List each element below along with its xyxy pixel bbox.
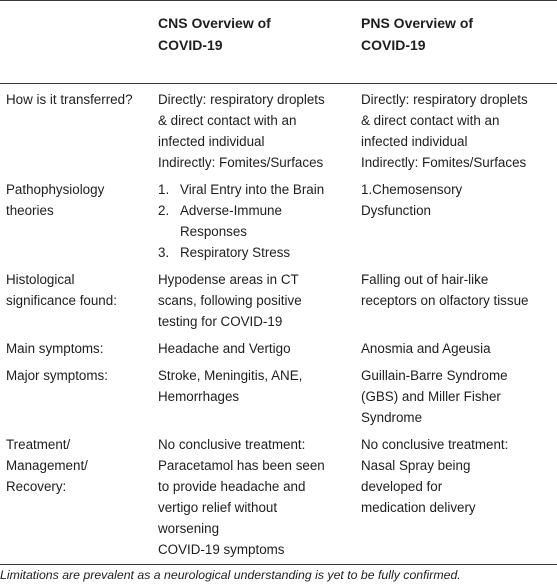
cell-line: Respiratory Stress bbox=[180, 245, 291, 260]
row-label-cell bbox=[0, 265, 152, 334]
row-label: Main symptoms: bbox=[6, 341, 104, 356]
list-item bbox=[158, 242, 349, 263]
cell-line: Viral Entry into the Brain bbox=[180, 182, 325, 197]
row-label: theories bbox=[6, 203, 54, 218]
cell-line: Directly: respiratory droplets bbox=[361, 92, 528, 107]
table-row bbox=[0, 84, 557, 176]
row-label: Histological bbox=[6, 272, 75, 287]
cell-line: 1.Chemosensory bbox=[361, 182, 463, 197]
cns-cell bbox=[152, 84, 355, 176]
row-label: Major symptoms: bbox=[6, 368, 108, 383]
cns-cell bbox=[152, 430, 355, 565]
header-row bbox=[0, 1, 557, 84]
header-cns bbox=[152, 1, 355, 84]
cell-line: Guillain-Barre Syndrome bbox=[361, 368, 508, 383]
pns-cell bbox=[355, 430, 557, 565]
cell-line: Headache and Vertigo bbox=[158, 341, 291, 356]
cns-cell bbox=[152, 175, 355, 265]
row-label: Recovery: bbox=[6, 479, 67, 494]
cell-line: No conclusive treatment: bbox=[158, 437, 306, 452]
cell-line: scans, following positive bbox=[158, 293, 302, 308]
cell-line: developed for bbox=[361, 479, 443, 494]
cell-line: Stroke, Meningitis, ANE, bbox=[158, 368, 303, 383]
header-empty bbox=[0, 1, 152, 84]
row-label-cell bbox=[0, 430, 152, 565]
table-row bbox=[0, 430, 557, 565]
cns-cell bbox=[152, 265, 355, 334]
table-row bbox=[0, 334, 557, 361]
list-item bbox=[158, 179, 349, 200]
cell-line: No conclusive treatment: bbox=[361, 437, 509, 452]
row-label-cell bbox=[0, 175, 152, 265]
table-row bbox=[0, 175, 557, 265]
cell-line: Responses bbox=[180, 224, 247, 239]
row-label-cell bbox=[0, 334, 152, 361]
cell-line: Falling out of hair-like bbox=[361, 272, 489, 287]
cell-line: Anosmia and Ageusia bbox=[361, 341, 491, 356]
header-cns-line: COVID-19 bbox=[158, 37, 223, 53]
cell-line: medication delivery bbox=[361, 500, 476, 515]
header-pns-line: COVID-19 bbox=[361, 37, 426, 53]
pns-cell bbox=[355, 175, 557, 265]
cell-line: testing for COVID-19 bbox=[158, 314, 283, 329]
numbered-list bbox=[158, 179, 349, 263]
cns-cell bbox=[152, 334, 355, 361]
cell-line: & direct contact with an bbox=[361, 113, 500, 128]
cell-line: Adverse-Immune bbox=[180, 203, 282, 218]
list-item bbox=[158, 200, 349, 242]
header-pns bbox=[355, 1, 557, 84]
pns-cell bbox=[355, 334, 557, 361]
table-row bbox=[0, 361, 557, 430]
list-number: 2. bbox=[158, 203, 170, 218]
row-label: significance found: bbox=[6, 293, 117, 308]
cell-line: infected individual bbox=[158, 134, 265, 149]
table-footnote: Limitations are prevalent as a neurological understanding is yet to be fully confirmed. bbox=[0, 568, 461, 582]
row-label-cell bbox=[0, 84, 152, 176]
cell-line: Directly: respiratory droplets bbox=[158, 92, 325, 107]
row-label: How is it transferred? bbox=[6, 92, 133, 107]
cell-line: & direct contact with an bbox=[158, 113, 297, 128]
cell-line: (GBS) and Miller Fisher bbox=[361, 389, 501, 404]
cell-line: receptors on olfactory tissue bbox=[361, 293, 529, 308]
cell-line: Indirectly: Fomites/Surfaces bbox=[361, 155, 527, 170]
row-label: Management/ bbox=[6, 458, 88, 473]
header-pns-line: PNS Overview of bbox=[361, 15, 474, 31]
table-row bbox=[0, 265, 557, 334]
cell-line: infected individual bbox=[361, 134, 468, 149]
pns-cell bbox=[355, 84, 557, 176]
cell-line: worsening bbox=[158, 521, 220, 536]
cell-line: COVID-19 symptoms bbox=[158, 542, 285, 557]
row-label-cell bbox=[0, 361, 152, 430]
list-number: 3. bbox=[158, 245, 170, 260]
cell-line: Nasal Spray being bbox=[361, 458, 471, 473]
cell-line: to provide headache and bbox=[158, 479, 306, 494]
cell-line: Dysfunction bbox=[361, 203, 431, 218]
cell-line: Hemorrhages bbox=[158, 389, 240, 404]
list-number: 1. bbox=[158, 182, 170, 197]
cell-line: Indirectly: Fomites/Surfaces bbox=[158, 155, 324, 170]
cell-line: Paracetamol has been seen bbox=[158, 458, 325, 473]
cell-line: vertigo relief without bbox=[158, 500, 278, 515]
pns-cell bbox=[355, 361, 557, 430]
row-label: Pathophysiology bbox=[6, 182, 105, 197]
pns-cell bbox=[355, 265, 557, 334]
row-label: Treatment/ bbox=[6, 437, 71, 452]
cell-line: Hypodense areas in CT bbox=[158, 272, 299, 287]
cns-cell bbox=[152, 361, 355, 430]
header-cns-line: CNS Overview of bbox=[158, 15, 271, 31]
cell-line: Syndrome bbox=[361, 410, 423, 425]
